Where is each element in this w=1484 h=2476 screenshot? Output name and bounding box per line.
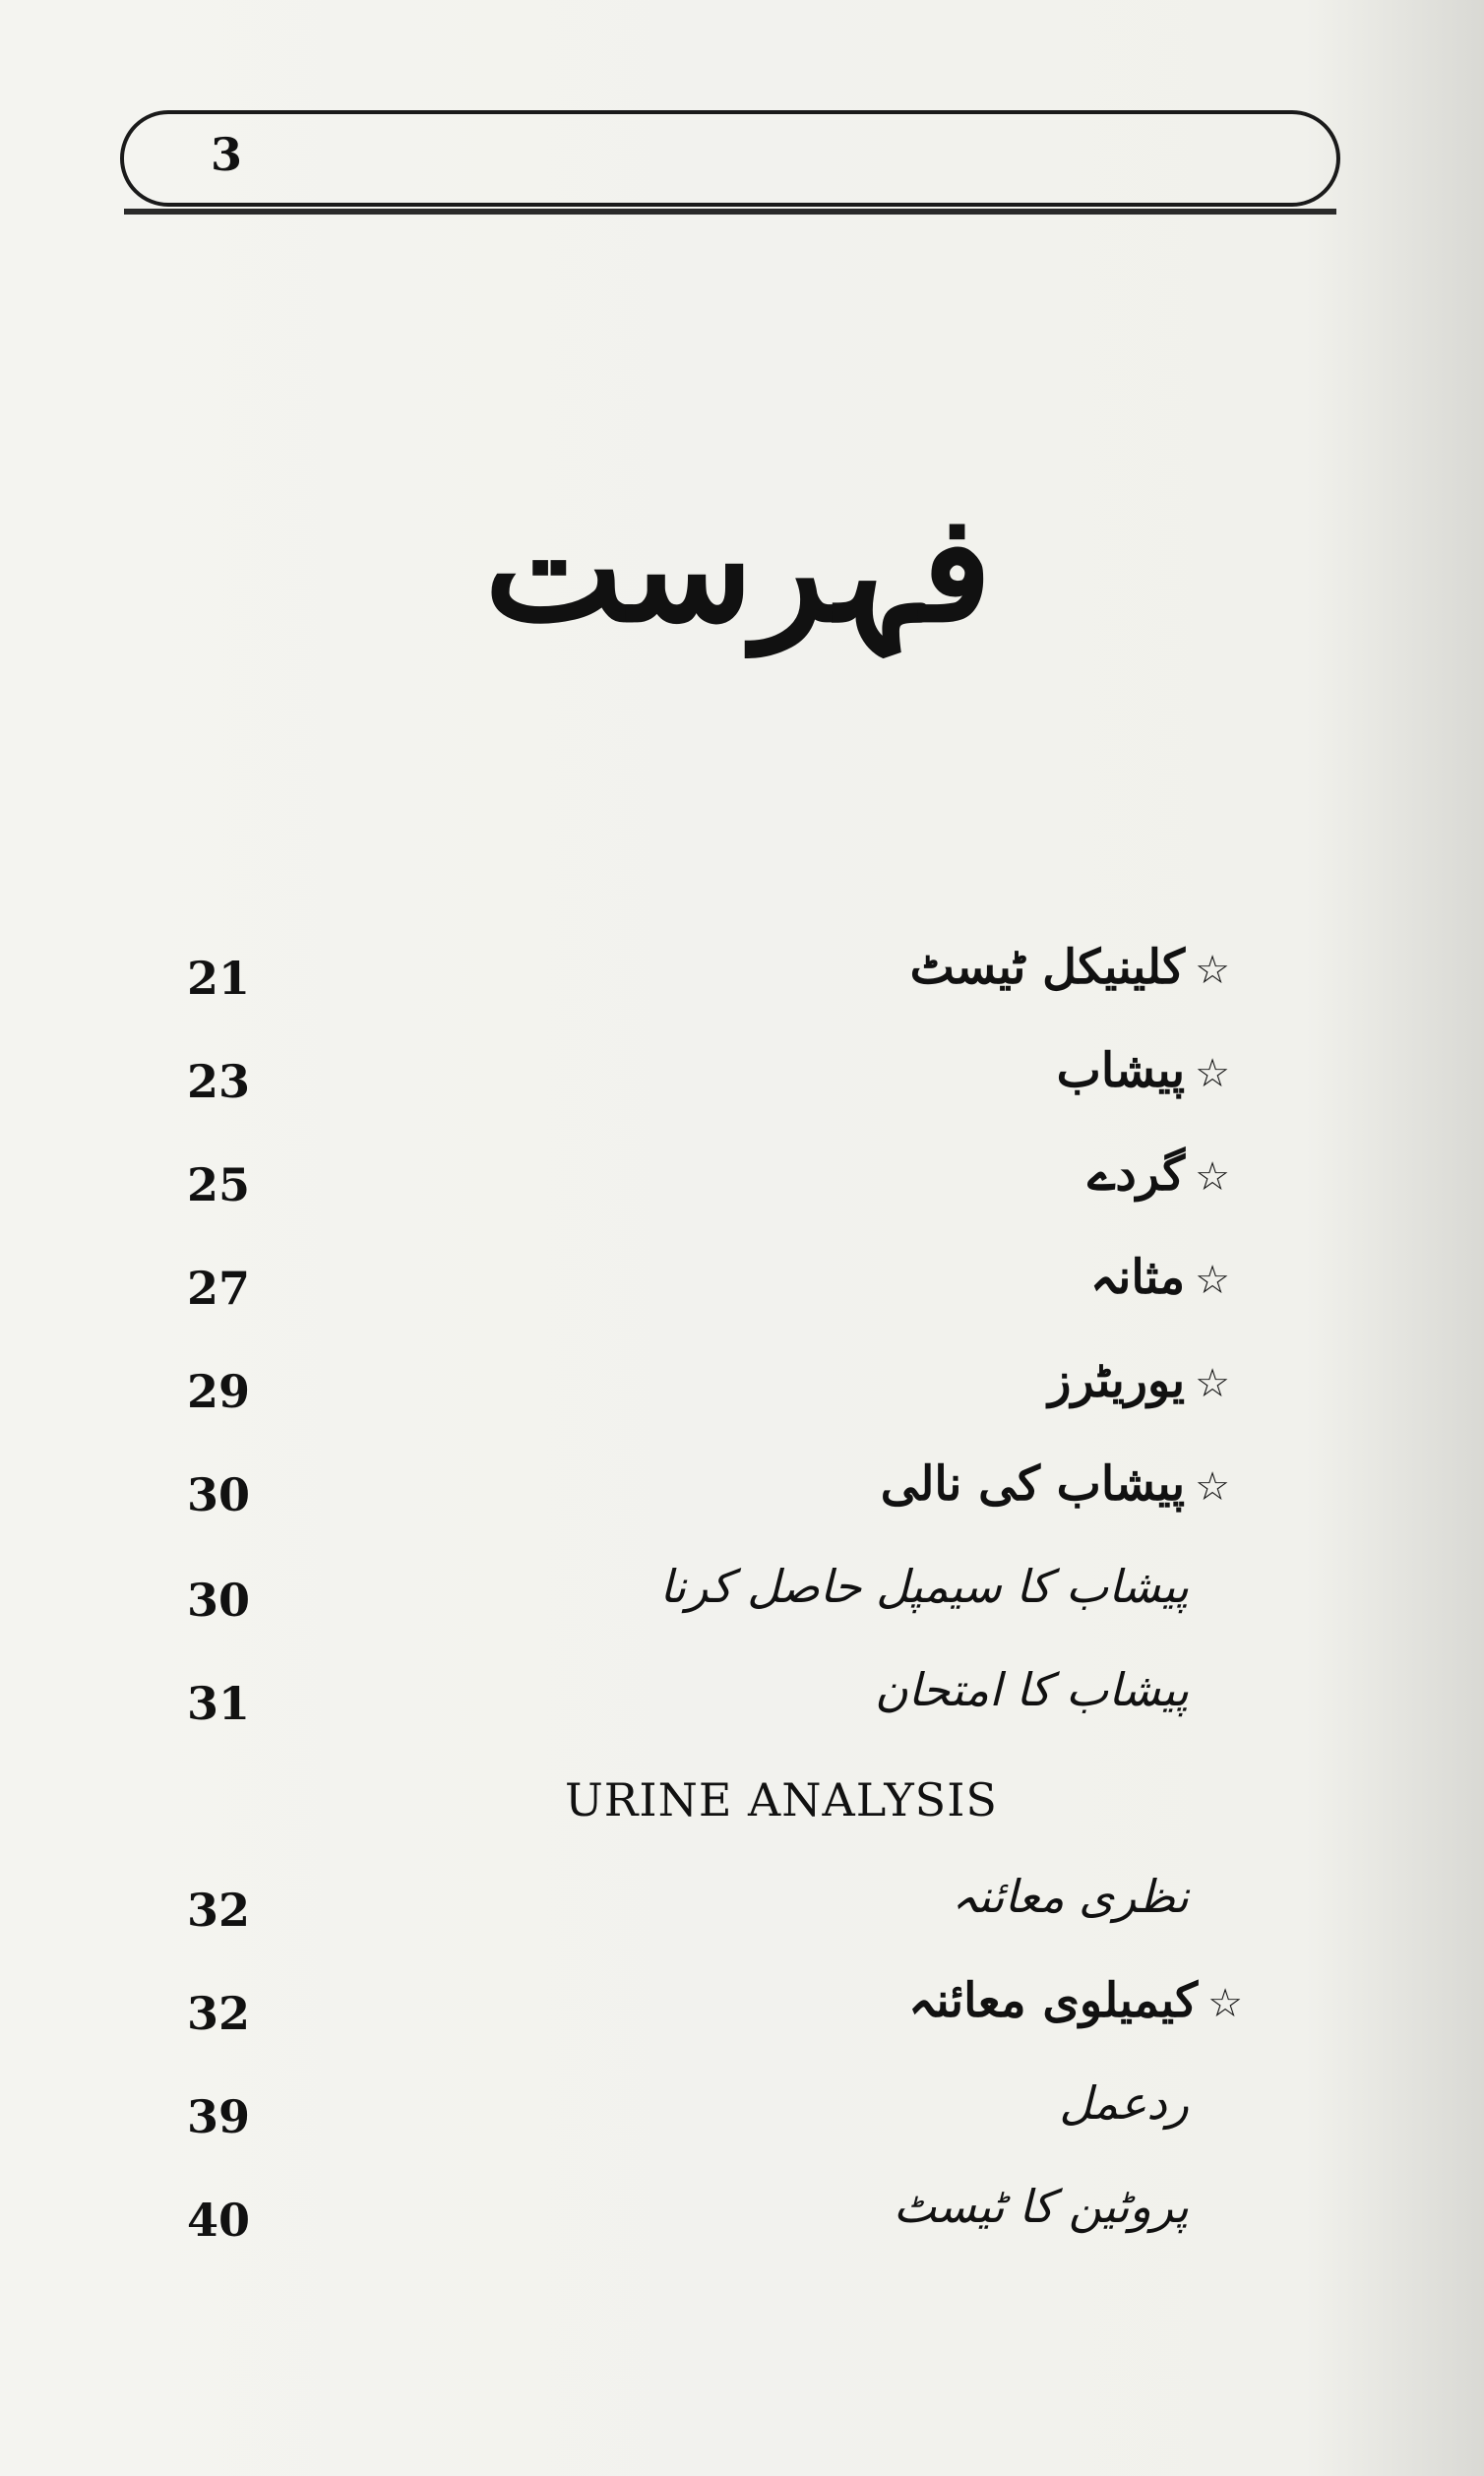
toc-page-number: 32 — [187, 1884, 251, 1937]
star-icon: ☆ — [1195, 1051, 1230, 1096]
toc-entry-title — [881, 1456, 1230, 1512]
toc-entry — [0, 1043, 1484, 1132]
star-icon: ☆ — [1195, 1361, 1230, 1406]
toc-entry-label: پیشاب کا امتحان — [875, 1663, 1189, 1716]
toc-entry-title — [910, 940, 1230, 995]
toc-page-number: 32 — [187, 1987, 251, 2040]
header-rule — [124, 209, 1336, 215]
toc-entry — [0, 1663, 1484, 1752]
toc-entry-label: گردے — [1087, 1146, 1186, 1202]
toc-page-number: 23 — [187, 1055, 251, 1108]
toc-entry-label: پروٹین کا ٹیسٹ — [893, 2180, 1189, 2233]
header-frame — [120, 110, 1340, 207]
toc-entry — [0, 940, 1484, 1028]
star-icon: ☆ — [1207, 1981, 1243, 2026]
page-title: فہرست — [484, 482, 992, 655]
toc-entry — [0, 1353, 1484, 1442]
toc-page-number: 30 — [187, 1468, 251, 1521]
toc-page-number: 30 — [187, 1574, 251, 1627]
toc-entry — [0, 1250, 1484, 1338]
toc-page-number: 21 — [187, 952, 251, 1005]
toc-entry — [0, 1973, 1484, 2062]
toc-entry-label: کیمیلوی معائنہ — [908, 1973, 1199, 2028]
star-icon: ☆ — [1195, 1154, 1230, 1200]
toc-page-number: 27 — [187, 1262, 251, 1315]
toc-entry-title — [1090, 1250, 1230, 1305]
toc-entry — [0, 1456, 1484, 1545]
toc-entry-label: پیشاب — [1056, 1043, 1186, 1098]
toc-entry — [0, 1146, 1484, 1235]
toc-page-number: 39 — [187, 2090, 251, 2143]
toc-entry — [0, 2180, 1484, 2268]
toc-page-number: 40 — [187, 2194, 251, 2247]
toc-entry-label: ردعمل — [1059, 2076, 1189, 2130]
star-icon: ☆ — [1195, 948, 1230, 993]
toc-entry-title — [1057, 1043, 1230, 1098]
toc-page-number: 25 — [187, 1158, 251, 1211]
toc-entry — [0, 2076, 1484, 2165]
page-number: 3 — [211, 128, 243, 181]
toc-entry-label: یوریٹرز — [1048, 1353, 1186, 1408]
toc-entry-label: نظری معائنہ — [951, 1870, 1189, 1923]
star-icon: ☆ — [1195, 1464, 1230, 1510]
star-icon: ☆ — [1195, 1258, 1230, 1303]
toc-page-number: 29 — [187, 1365, 251, 1418]
toc-entry — [0, 1560, 1484, 1648]
toc-entry-label: پیشاب کی نالی — [880, 1456, 1186, 1512]
toc-entry-label: مثانہ — [1089, 1250, 1186, 1305]
toc-page-number: 31 — [187, 1677, 251, 1730]
toc-entry-title — [1087, 1146, 1230, 1202]
toc-entry-title — [908, 1973, 1243, 2028]
section-heading: URINE ANALYSIS — [565, 1773, 998, 1826]
toc-entry-title — [1048, 1353, 1230, 1408]
toc-entry-label: پیشاب کا سیمپل حاصل کرنا — [659, 1560, 1189, 1613]
toc-entry-label: کلینیکل ٹیسٹ — [909, 940, 1186, 995]
toc-entry — [0, 1870, 1484, 1958]
